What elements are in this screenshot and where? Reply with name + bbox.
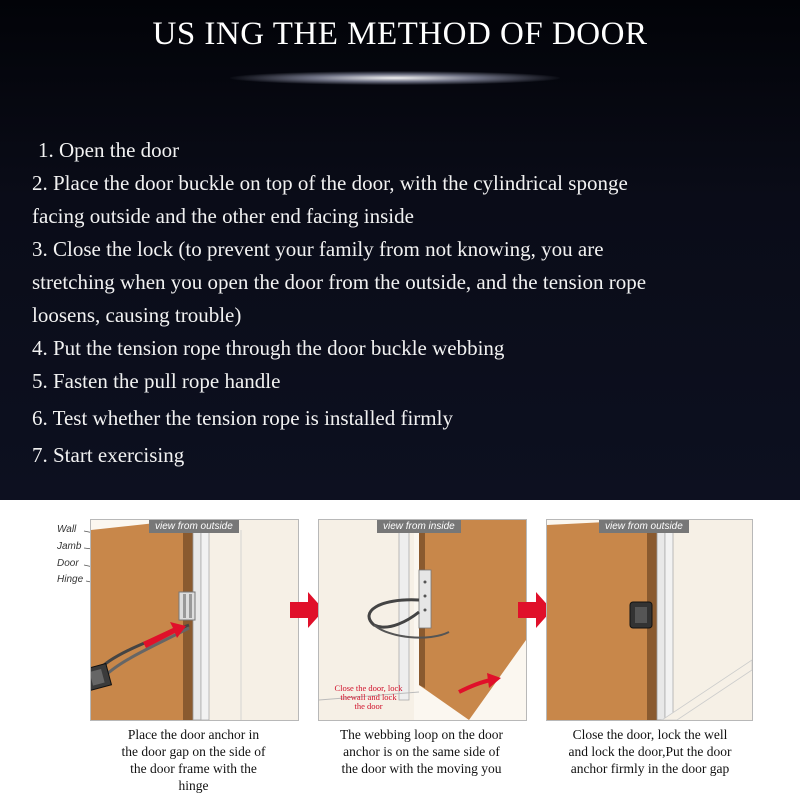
- panel-2-caption: The webbing loop on the door anchor is on the same side of the door with the moving you: [339, 727, 504, 776]
- diagram-panel-1: [90, 519, 299, 721]
- door-anchor-outside-illustration: [91, 520, 298, 720]
- step-line: 5. Fasten the pull rope handle: [32, 369, 281, 393]
- step-line: 3. Close the lock (to prevent your family from not knowing, you are: [32, 237, 604, 261]
- door-label: Door: [57, 558, 79, 569]
- wall-label: Wall: [57, 524, 77, 535]
- panel-1-caption: Place the door anchor in the door gap on the side of the door frame with the hinge: [121, 727, 266, 793]
- panel-3-caption: Close the door, lock the well and lock the door,Put the door anchor firmly in the door gap: [568, 727, 732, 776]
- step-line: 6. Test whether the tension rope is installed firmly: [32, 406, 453, 430]
- jamb-label: Jamb: [57, 541, 82, 552]
- step-line: stretching when you open the door from the outside, and the tension rope: [32, 270, 647, 294]
- diagram-panel-3: [546, 519, 753, 721]
- step-line: 4. Put the tension rope through the door buckle webbing: [32, 336, 505, 360]
- door-anchor-closed-illustration: [547, 520, 752, 720]
- diagram-panel-2: [318, 519, 527, 721]
- page-title: US ING THE METHOD OF DOOR: [152, 16, 648, 52]
- step-line: 1. Open the door: [38, 138, 180, 162]
- view-tag: view from inside: [377, 520, 461, 533]
- hinge-label: Hinge: [57, 574, 84, 585]
- step-line: 7. Start exercising: [32, 443, 185, 467]
- view-tag: view from outside: [599, 520, 689, 533]
- step-line: 2. Place the door buckle on top of the door, with the cylindrical sponge: [32, 171, 628, 195]
- step-line: facing outside and the other end facing inside: [32, 204, 414, 228]
- step-line: loosens, causing trouble): [32, 303, 242, 327]
- lock-note: Close the door, lock thewall and lock the door: [334, 683, 403, 711]
- view-tag: view from outside: [149, 520, 239, 533]
